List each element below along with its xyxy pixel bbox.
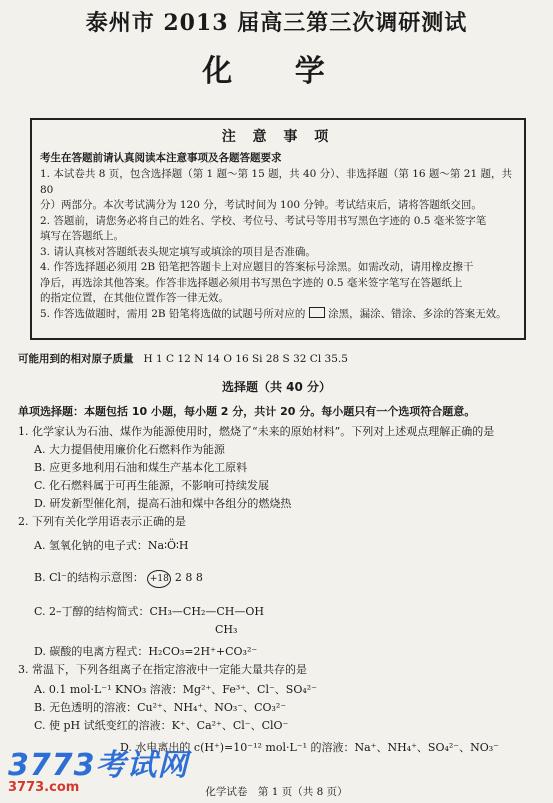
atomic-masses-label: 可能用到的相对原子质量 [18, 353, 134, 365]
atomic-masses-values: H 1 C 12 N 14 O 16 Si 28 S 32 Cl 35.5 [143, 353, 348, 365]
question-2-option-c-branch: CH₃ [215, 623, 238, 636]
question-3-option-c: C. 使 pH 试纸变红的溶液：K⁺、Ca²⁺、Cl⁻、ClO⁻ [34, 719, 289, 732]
notice-title: 注 意 事 项 [221, 129, 335, 145]
section-instruction: 单项选择题：本题包括 10 小题，每小题 2 分，共计 20 分。每小题只有一个选项符合题意。 [18, 405, 476, 418]
question-1-option-b: B. 应更多地利用石油和煤生产基本化工原料 [34, 461, 248, 474]
question-2-option-a: A. 氢氧化钠的电子式：Na∶Ö∶H [34, 539, 189, 552]
notice-line: 3. 请认真核对答题纸表头规定填写或填涂的项目是否准确。 [40, 245, 316, 258]
question-3-option-b: B. 无色透明的溶液：Cu²⁺、NH₄⁺、NO₃⁻、CO₃²⁻ [34, 701, 287, 714]
question-2-option-c: C. 2–丁醇的结构简式：CH₃—CH₂—CH—OH [34, 605, 264, 618]
question-3-option-a: A. 0.1 mol·L⁻¹ KNO₃ 溶液：Mg²⁺、Fe³⁺、Cl⁻、SO₄²⁻ [34, 683, 317, 696]
exam-title: 泰州市 2013 届高三第三次调研测试 [85, 10, 468, 36]
question-3-stem: 3. 常温下，下列各组离子在指定溶液中一定能大量共存的是 [18, 663, 307, 676]
question-1-option-a: A. 大力提倡使用廉价化石燃料作为能源 [34, 443, 225, 456]
question-1-stem: 1. 化学家认为石油、煤作为能源使用时，燃烧了“未来的原始材料”。下列对上述观点理解正确的是 [18, 425, 495, 438]
question-2-option-b [34, 570, 203, 588]
electron-shells: 2 8 8 [174, 571, 203, 584]
notice-line-5 [40, 307, 516, 323]
notice-line: 净后，再选涂其他答案。作答非选择题必须用书写黑色字迹的 0.5 毫米签字笔写在答题纸上 [40, 276, 463, 289]
page-footer: 化学试卷 第 1 页（共 8 页） [205, 786, 348, 798]
notice-intro: 考生在答题前请认真阅读本注意事项及各题答题要求 [40, 152, 282, 164]
notice-line: 填写在答题纸上。 [40, 230, 124, 242]
atomic-masses [18, 351, 348, 366]
notice-line: 1. 本试卷共 8 页，包含选择题（第 1 题～第 15 题，共 40 分）、非选择题（第 16 题～第 21 题，共 80 [40, 168, 512, 196]
watermark-brand: 3773考试网 [8, 748, 189, 783]
exam-subject: 化 学 [202, 54, 351, 89]
notice-item5-b: 涂黑，漏涂、错涂、多涂的答案无效。 [328, 307, 507, 320]
watermark-url: 3773.com [8, 780, 80, 795]
nucleus-circle: +18 [147, 570, 171, 588]
checkbox-icon [309, 307, 325, 318]
notice-item5-a: 5. 作答选做题时，需用 2B 铅笔将选做的试题号所对应的 [40, 307, 306, 320]
question-2-option-b-text: B. Cl⁻的结构示意图： [34, 571, 144, 584]
notice-box [30, 118, 526, 340]
question-1-option-c: C. 化石燃料属于可再生能源，不影响可持续发展 [34, 479, 270, 492]
question-2-stem: 2. 下列有关化学用语表示正确的是 [18, 515, 186, 528]
notice-line: 分）两部分。本次考试满分为 120 分，考试时间为 100 分钟。考试结束后，请将答题纸交回。 [40, 199, 482, 211]
notice-line: 4. 作答选择题必须用 2B 铅笔把答题卡上对应题目的答案标号涂黑。如需改动，请用橡皮擦干 [40, 261, 474, 273]
notice-line: 的指定位置，在其他位置作答一律无效。 [40, 292, 229, 304]
question-1-option-d: D. 研发新型催化剂，提高石油和煤中各组分的燃烧热 [34, 497, 292, 510]
question-3-option-d: D. 水电离出的 c(H⁺)=10⁻¹² mol·L⁻¹ 的溶液：Na⁺、NH₄⁺、SO₄²⁻、NO₃⁻ [120, 741, 499, 754]
notice-line: 2. 答题前，请您务必将自己的姓名、学校、考位号、考试号等用书写黑色字迹的 0.5 毫米签字笔 [40, 214, 487, 227]
section-heading: 选择题（共 40 分） [221, 380, 332, 394]
question-2-option-d: D. 碳酸的电离方程式：H₂CO₃=2H⁺+CO₃²⁻ [34, 645, 258, 658]
